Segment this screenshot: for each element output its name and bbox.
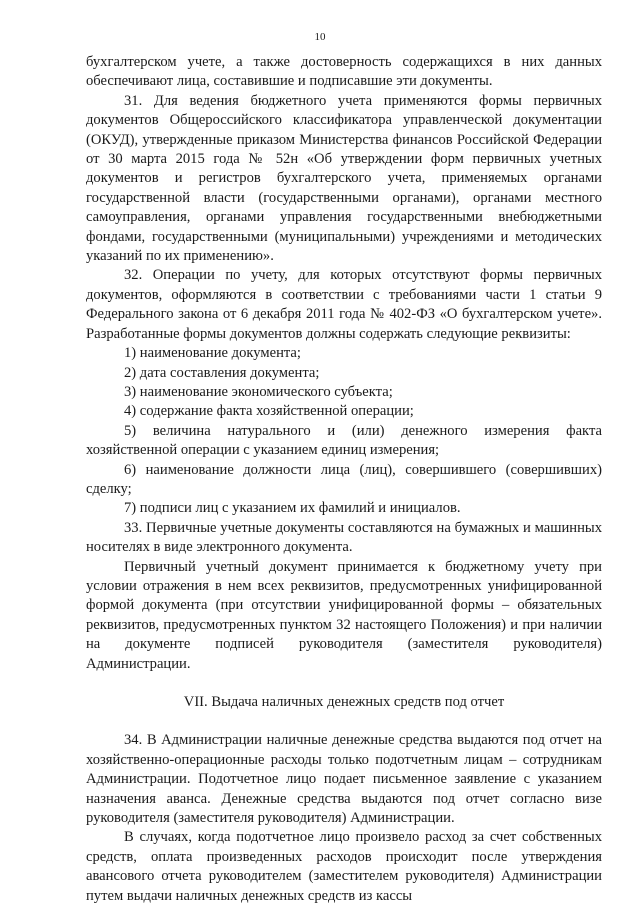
paragraph-33: 33. Первичные учетные документы составляются на бумажных и машинных носителях в виде электронного документа. xyxy=(86,519,602,556)
paragraph-own-funds: В случаях, когда подотчетное лицо произвело расход за счет собственных средств, оплата произведенных расходов происходит после утверждения авансового отчета руководителем (заместителем руководителя) Администрации путем выдачи наличных денежных средств из кассы xyxy=(86,829,602,904)
paragraph-primary-document: Первичный учетный документ принимается к бюджетному учету при условии отражения в нем всех реквизитов, предусмотренных унифицированной формой документа (при отсутствии унифицированной формы – обязательных реквизитов, предусмотренных пунктом 32 настоящего Положения) и при наличии на документе подписей руководителя (заместителя руководителя) Администрации. xyxy=(86,558,602,672)
section-heading: VII. Выдача наличных денежных средств под отчет xyxy=(183,694,505,710)
list-item: 7) подписи лиц с указанием их фамилий и инициалов. xyxy=(124,500,461,517)
list-item: 6) наименование должности лица (лиц), совершившего (совершивших) сделку; xyxy=(86,461,602,497)
list-item: 1) наименование документа; xyxy=(124,345,301,362)
paragraph-31: 31. Для ведения бюджетного учета применяются формы первичных документов Общероссийского классификатора управленческой документации (ОКУД), утвержденные приказом Министерства финансов Российской Федерации от 30 марта 2015 года № 52н «Об утверждении форм первичных учетных документов и регистров бухгалтерского учета, применяемых органами государственной власти (государственными органами), органами местного самоуправления, органами управления государственными внебюджетными фондами, государственными (муниципальными) учреждениями и методических указаний по их применению». xyxy=(86,92,602,265)
list-item: 5) величина натурального и (или) денежного измерения факта хозяйственной операции с указанием единиц измерения; xyxy=(86,422,602,459)
paragraph-34: 34. В Администрации наличные денежные средства выдаются под отчет на хозяйственно-операционные расходы только подотчетным лицам – сотрудникам Администрации. Подотчетное лицо подает письменное заявление с указанием назначения аванса. Денежные средства выдаются под отчет согласно визе руководителя (заместителя руководителя) Администрации. xyxy=(86,732,602,827)
document-body xyxy=(86,53,602,906)
list-item: 2) дата составления документа; xyxy=(124,364,320,381)
list-item: 3) наименование экономического субъекта; xyxy=(124,383,393,400)
paragraph-continuation: бухгалтерском учете, а также достоверность содержащихся в них данных обеспечивают лица, составившие и подписавшие эти документы. xyxy=(86,54,602,90)
page-number: 10 xyxy=(314,31,326,43)
list-item: 4) содержание факта хозяйственной операции; xyxy=(124,403,414,420)
paragraph-32: 32. Операции по учету, для которых отсутствуют формы первичных документов, оформляются в соответствии с требованиями части 1 статьи 9 Федерального закона от 6 декабря 2011 года № 402-ФЗ «О бухгалтерском учете». Разработанные формы документов должны содержать следующие реквизиты: xyxy=(86,267,602,342)
